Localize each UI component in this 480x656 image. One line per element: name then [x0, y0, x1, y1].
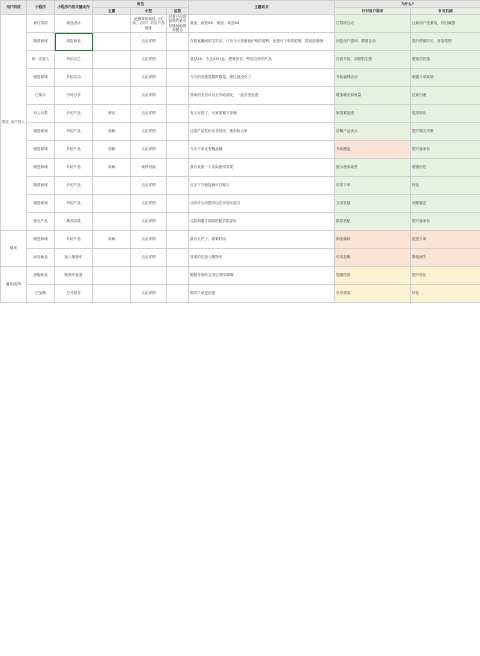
col-talk[interactable]: 主播话术: [189, 1, 335, 15]
cell-ctrl[interactable]: 点击详情: [131, 195, 167, 213]
cell-mp[interactable]: 加购商品: [27, 267, 55, 285]
cell-need[interactable]: 引导下单: [335, 177, 411, 195]
cell-concern[interactable]: 提升客单价: [411, 213, 480, 231]
col-ops[interactable]: 运营: [167, 8, 189, 15]
cell-talk[interactable]: 欢迎、欢迎XX、欢迎、欢迎XX: [189, 15, 335, 33]
cell-need[interactable]: 引导加购: [335, 249, 411, 267]
cell-talk[interactable]: 点击下方链接就可以购买: [189, 177, 335, 195]
cell-ctrl[interactable]: 点击详情: [131, 213, 167, 231]
cell-owner[interactable]: [93, 51, 131, 69]
cell-ops[interactable]: [167, 249, 189, 267]
cell-talk[interactable]: 我是XX，专注XX行业，想推荐你一些适合你的产品: [189, 51, 335, 69]
cell-ops[interactable]: [167, 105, 189, 123]
cell-concern[interactable]: 提升转化: [411, 267, 480, 285]
cell-need[interactable]: 展示使用场景: [335, 159, 411, 177]
cell-need[interactable]: 互动答疑: [335, 195, 411, 213]
cell-ctrl[interactable]: 点击详情: [131, 87, 167, 105]
cell-talk[interactable]: 喜欢的宝贝可以分享给朋友，一起享受优惠: [189, 87, 335, 105]
cell-ctrl[interactable]: 场景切换: [131, 159, 167, 177]
cell-ops[interactable]: [167, 195, 189, 213]
col-owner[interactable]: 主播: [93, 8, 131, 15]
cell-action[interactable]: 引导分享: [55, 87, 93, 105]
cell-action[interactable]: 加入购物车: [55, 249, 93, 267]
cell-ops[interactable]: [167, 159, 189, 177]
cell-mp[interactable]: 刚进商城: [27, 141, 55, 159]
cell-owner[interactable]: [93, 177, 131, 195]
cell-owner[interactable]: 滚动: [93, 105, 131, 123]
cell-action[interactable]: 介绍产品: [55, 159, 93, 177]
cell-talk[interactable]: 这款和刚才那款搭配效果更好: [189, 213, 335, 231]
cell-mp[interactable]: 添加商品: [27, 249, 55, 267]
cell-action[interactable]: 购物车查看: [55, 267, 93, 285]
cell-owner[interactable]: 讲解: [93, 231, 131, 249]
cell-owner[interactable]: 讲解: [93, 123, 131, 141]
cell-action[interactable]: 介绍产品: [55, 231, 93, 249]
stage-cell-first[interactable]: 陌生 用户进入: [1, 15, 27, 231]
cell-talk[interactable]: 有人付款了，大家抓紧下单哦: [189, 105, 335, 123]
cell-ops[interactable]: [167, 51, 189, 69]
cell-concern[interactable]: 转化: [411, 177, 480, 195]
cell-concern[interactable]: 拉新引流: [411, 87, 480, 105]
cell-owner[interactable]: [93, 87, 131, 105]
col-key-actions[interactable]: 小程序内的关键动作: [55, 1, 93, 15]
cell-owner[interactable]: [93, 213, 131, 231]
cell-concern[interactable]: 让新用户受重视，有归属感: [411, 15, 480, 33]
cell-concern[interactable]: 提升停留时长，营造氛围: [411, 33, 480, 51]
cell-mp[interactable]: 第一次进入: [27, 51, 55, 69]
cell-action[interactable]: 介绍产品: [55, 195, 93, 213]
cell-mp[interactable]: 有人付款: [27, 105, 55, 123]
cell-need[interactable]: 讲解产品卖点: [335, 123, 411, 141]
cell-action[interactable]: 介绍活动: [55, 69, 93, 87]
cell-owner[interactable]: [93, 285, 131, 303]
cell-need[interactable]: 回复用户提问，增强互动: [335, 33, 411, 51]
script-table: [0, 0, 480, 303]
cell-need[interactable]: 介绍赠品: [335, 141, 411, 159]
cell-concern[interactable]: 转化: [411, 285, 480, 303]
col-mini-program[interactable]: 小程序: [27, 1, 55, 15]
cell-ctrl[interactable]: 点击详情: [131, 285, 167, 303]
cell-talk[interactable]: 在我直播间的宝贝们，只有今天是最低价格的福利，优惠可下单的抢购，提前抢购哦: [189, 33, 335, 51]
cell-mp[interactable]: 刚进商城: [27, 123, 55, 141]
cell-concern[interactable]: 促进下单: [411, 231, 480, 249]
cell-need[interactable]: 提醒结算: [335, 267, 411, 285]
cell-talk[interactable]: 喜欢的先加入购物车: [189, 249, 335, 267]
cell-ops[interactable]: [167, 123, 189, 141]
cell-owner[interactable]: [93, 15, 131, 33]
cell-mp[interactable]: 被打招呼: [27, 15, 55, 33]
cell-talk[interactable]: 今天下单还有赠品哦: [189, 141, 335, 159]
cell-ctrl[interactable]: 点击详情: [131, 177, 167, 195]
cell-mp[interactable]: 刚进商城: [27, 159, 55, 177]
cell-owner[interactable]: [93, 267, 131, 285]
cell-ctrl[interactable]: 点击详情: [131, 141, 167, 159]
cell-concern[interactable]: 增加信任感: [411, 51, 480, 69]
col-role-group[interactable]: 角色: [93, 1, 189, 8]
cell-action[interactable]: 打开领券: [55, 285, 93, 303]
cell-ctrl[interactable]: 点击详情: [131, 105, 167, 123]
cell-talk[interactable]: 购物车里的宝贝记得结算哦: [189, 267, 335, 285]
cell-need[interactable]: 增加曝光和流量: [335, 87, 411, 105]
cell-talk[interactable]: 我们来看一下实际使用效果: [189, 159, 335, 177]
cell-ctrl[interactable]: 地图带时间段（比如、点评）对应产品地址: [131, 15, 167, 33]
cell-talk[interactable]: 最后几件了，抓紧时间: [189, 231, 335, 249]
cell-ctrl[interactable]: 点击详情: [131, 231, 167, 249]
cell-need[interactable]: 制造稀缺: [335, 231, 411, 249]
cell-need[interactable]: 推荐搭配: [335, 213, 411, 231]
cell-ops[interactable]: [167, 33, 189, 51]
cell-concern[interactable]: 降低流失: [411, 249, 480, 267]
cell-need[interactable]: 介绍福利活动: [335, 69, 411, 87]
cell-mp[interactable]: 已加购: [27, 285, 55, 303]
cell-ops[interactable]: [167, 285, 189, 303]
cell-ops[interactable]: [167, 141, 189, 159]
cell-action[interactable]: 介绍产品: [55, 123, 93, 141]
stage-cell-third[interactable]: 逼单/促单: [1, 267, 27, 303]
cell-concern[interactable]: 刺激下单欲望: [411, 69, 480, 87]
cell-mp[interactable]: 刚进商城: [27, 231, 55, 249]
cell-ctrl[interactable]: 点击详情: [131, 249, 167, 267]
cell-action[interactable]: 介绍产品: [55, 105, 93, 123]
cell-talk[interactable]: 今天的优惠是限时限量，错过就没有了: [189, 69, 335, 87]
cell-mp[interactable]: 刚进商城: [27, 33, 55, 51]
cell-owner[interactable]: 讲解: [93, 159, 131, 177]
col-target-needs[interactable]: 针对用户需求: [335, 8, 411, 15]
cell-talk[interactable]: 领券下单更优惠: [189, 285, 335, 303]
cell-owner[interactable]: [93, 195, 131, 213]
cell-mp[interactable]: 刚进商城: [27, 177, 55, 195]
cell-ctrl[interactable]: 点击详情: [131, 51, 167, 69]
cell-mp[interactable]: 刚进商城: [27, 69, 55, 87]
col-controller[interactable]: 中控: [131, 8, 167, 15]
cell-ops[interactable]: [167, 267, 189, 285]
cell-ops[interactable]: [167, 231, 189, 249]
cell-ops[interactable]: [167, 69, 189, 87]
cell-mp[interactable]: 看完产品: [27, 213, 55, 231]
cell-concern[interactable]: 增强信任: [411, 159, 480, 177]
cell-action-selected[interactable]: 浏览商品: [55, 33, 93, 51]
cell-ctrl[interactable]: 点击详情: [131, 33, 167, 51]
col-stage[interactable]: 用户阶段: [1, 1, 27, 15]
cell-concern[interactable]: 促进转化: [411, 105, 480, 123]
cell-concern[interactable]: 提升购买决策: [411, 123, 480, 141]
col-why-group[interactable]: 为什么?: [335, 1, 480, 8]
cell-mp[interactable]: 刚进商城: [27, 195, 55, 213]
cell-owner[interactable]: [93, 249, 131, 267]
cell-ops[interactable]: [167, 87, 189, 105]
cell-ctrl[interactable]: 点击详情: [131, 69, 167, 87]
cell-action[interactable]: 介绍产品: [55, 177, 93, 195]
cell-mp[interactable]: 已购买: [27, 87, 55, 105]
cell-owner[interactable]: [93, 69, 131, 87]
cell-need[interactable]: 引导领券: [335, 285, 411, 303]
cell-need[interactable]: 自我介绍，消除陌生感: [335, 51, 411, 69]
cell-talk[interactable]: 还有什么问题可以在评论区留言: [189, 195, 335, 213]
cell-concern[interactable]: 消除疑虑: [411, 195, 480, 213]
cell-talk[interactable]: 这款产品性价比非常高，推荐给大家: [189, 123, 335, 141]
cell-ctrl[interactable]: 点击详情: [131, 123, 167, 141]
cell-action[interactable]: 介绍产品: [55, 141, 93, 159]
cell-ctrl[interactable]: [131, 267, 167, 285]
cell-owner[interactable]: 讲解: [93, 141, 131, 159]
cell-action[interactable]: 介绍自己: [55, 51, 93, 69]
cell-need[interactable]: 制造紧迫感: [335, 105, 411, 123]
cell-ops[interactable]: [167, 213, 189, 231]
cell-action[interactable]: 欢迎进店: [55, 15, 93, 33]
stage-cell-second[interactable]: 稳单: [1, 231, 27, 267]
cell-action[interactable]: 推荐同款: [55, 213, 93, 231]
col-target-concern[interactable]: 针对后顾: [411, 8, 480, 15]
cell-need[interactable]: 打招呼互动: [335, 15, 411, 33]
cell-ops[interactable]: [167, 177, 189, 195]
cell-concern[interactable]: 提升客单价: [411, 141, 480, 159]
cell-owner[interactable]: [93, 33, 131, 51]
cell-ops[interactable]: 回复已付款和预约被引导链接地推荐配合: [167, 15, 189, 33]
